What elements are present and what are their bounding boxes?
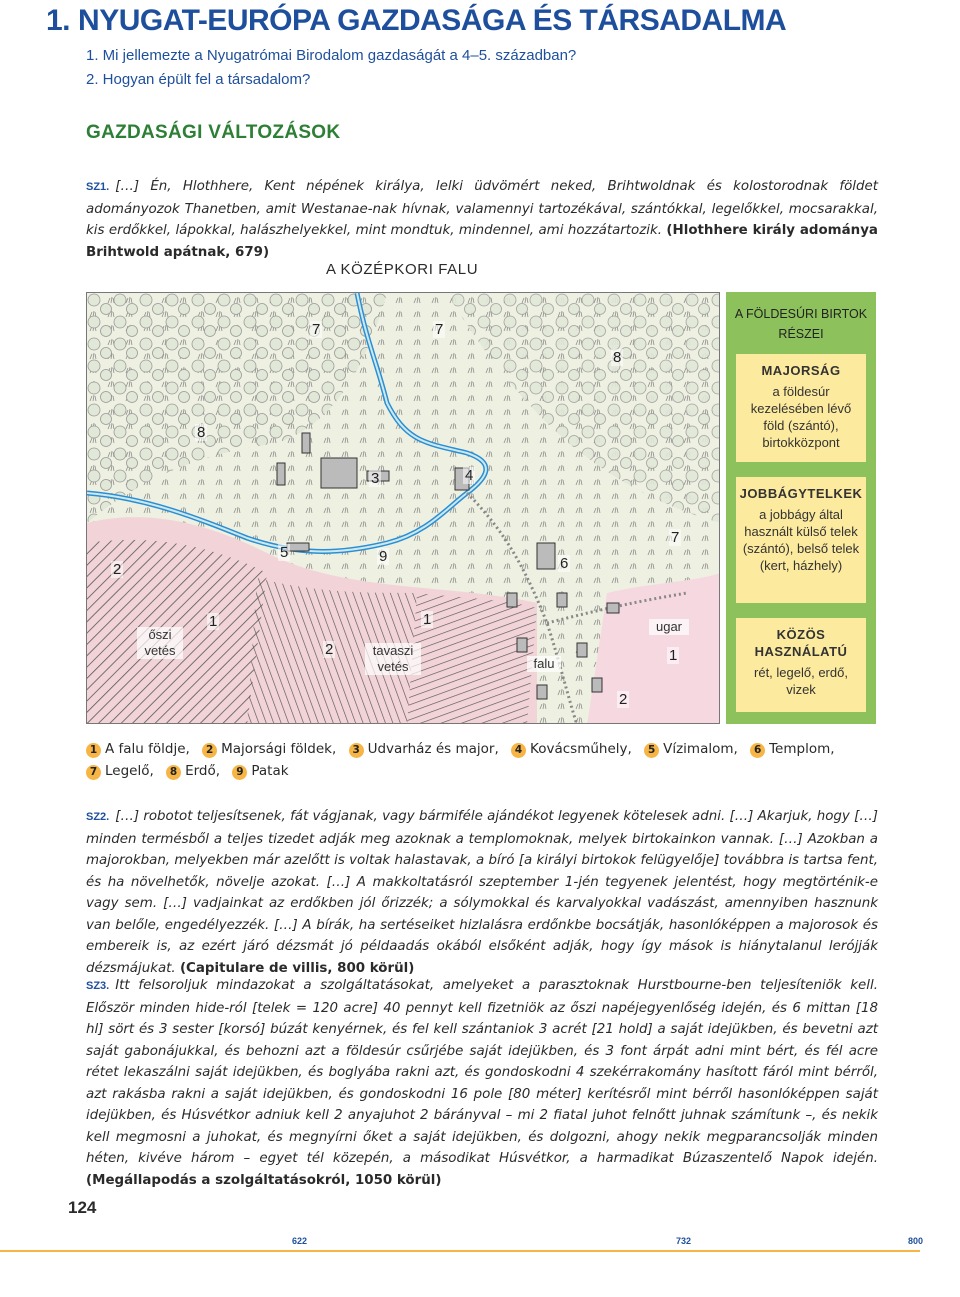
source-text: […] Én, Hlothhere, Kent népének királya, lelki üdvömért neked, Brihtwoldnak és kolostorodnak földet adományozok Thanetben, amit Westanae-nak hívnak, valamennyi tartozékával, szántókkal, legelőkkel, mocsarakkal, kis erdőkkel, lápokkal, halászhelyekkel, mint mondtuk, mindennel, ami hozzátartozik. — [86, 179, 878, 238]
map-number: 5 — [280, 544, 289, 561]
map-number: 7 — [312, 321, 321, 338]
timeline — [0, 1236, 924, 1252]
source-3 — [86, 975, 878, 1191]
legend-item: 7 Legelő, — [86, 760, 154, 782]
map-number: 1 — [669, 647, 678, 664]
timeline-year: 800 — [908, 1236, 924, 1246]
box-heading: JOBBÁGYTELKEK — [739, 486, 863, 501]
source-label: SZ2. — [86, 811, 110, 823]
section-title: GAZDASÁGI VÁLTOZÁSOK — [86, 122, 341, 143]
source-reference: (Hlothhere király adománya Brihtwold apátnak, 679) — [86, 223, 878, 260]
page-number: 124 — [68, 1198, 97, 1217]
panel-box-common — [736, 618, 866, 712]
timeline-year: 732 — [676, 1236, 692, 1246]
map-legend — [86, 738, 843, 782]
village-map — [86, 292, 720, 724]
box-heading: MAJORSÁG — [761, 363, 841, 378]
source-label: SZ1. — [86, 181, 110, 193]
source-2 — [86, 806, 878, 979]
source-label: SZ3. — [86, 980, 110, 992]
legend-item: 6 Templom, — [750, 738, 834, 760]
legend-item: 2 Majorsági földek, — [202, 738, 336, 760]
map-label-autumn-sowing: őszi vetés — [137, 627, 183, 659]
legend-item: 5 Vízimalom, — [644, 738, 738, 760]
chapter-title — [46, 4, 786, 38]
map-label-spring-sowing: tavaszi vetés — [365, 643, 421, 675]
map-number: 2 — [325, 641, 334, 658]
chapter-number: 1. — [46, 4, 71, 37]
legend-item: 9 Patak — [232, 760, 288, 782]
chapter-title-text: NYUGAT-EURÓPA GAZDASÁGA ÉS TÁRSADALMA — [78, 4, 787, 37]
source-reference: (Megállapodás a szolgáltatásokról, 1050 körül) — [86, 1172, 442, 1188]
legend-item: 4 Kovácsműhely, — [511, 738, 632, 760]
box-body: rét, legelő, erdő, vizek — [754, 665, 848, 697]
map-title: A KÖZÉPKORI FALU — [326, 261, 479, 278]
map-number: 9 — [379, 548, 388, 565]
panel-box-serf-plots — [736, 477, 866, 603]
question: 1. Mi jellemezte a Nyugatrómai Birodalom gazdaságát a 4–5. században? — [86, 47, 577, 64]
box-body: a jobbágy által használt külső telek (szántó), belső telek (kert, házhely) — [742, 507, 860, 573]
timeline-year: 622 — [292, 1236, 308, 1246]
question: 2. Hogyan épült fel a társadalom? — [86, 71, 311, 88]
box-body: a földesúr kezelésében lévő föld (szántó), birtokközpont — [750, 384, 852, 450]
map-label-fallow: ugar — [649, 619, 689, 635]
map-number: 3 — [371, 470, 380, 487]
panel-title: A FÖLDESÚRI BIRTOK RÉSZEI — [734, 307, 868, 341]
source-reference: (Capitulare de villis, 800 körül) — [179, 960, 415, 976]
source-1 — [86, 176, 878, 263]
map-number: 4 — [465, 467, 474, 484]
source-text: […] robotot teljesítsenek, fát vágjanak, vagy bármiféle ajándékot legyenek kötelesek adni. […] Akarjuk, hogy […] minden termésből a teljes tizedet adják meg azoknak a templomoknak, melyek birtokainkon vannak. […] Azokban a majorokban, melyekben már azelőtt is voltak halastavak, a bíró [a királyi birtokok felügyelője] továbbra is tartsa fent, és ha növelhetők, növelje azokat. […] A makkoltatásról szeptember 1-jén tegyenek jelentést, hogy megtörténik-e vagy sem. […] vadjainkat az erdőkben jól őrizzék; a sólymokkal és karvalyokkal vadászást, amennyiben hasznunk van belőle, engedélyezzék. […] A bírák, ha sertéseiket hizlalásra erdőnkbe bocsátják, hasonlóképpen a majorosok és embereik is, az ezért járó dézsmát jó példaadás okából elsőként adják, hogy így mások is hiánytalanul lerójják dézsmájukat. — [86, 809, 878, 976]
panel-box-demesne — [736, 354, 866, 462]
legend-item: 3 Udvarház és major, — [349, 738, 499, 760]
map-number: 8 — [613, 349, 622, 366]
map-number: 7 — [435, 321, 444, 338]
map-number: 7 — [671, 529, 680, 546]
map-number: 1 — [423, 611, 432, 628]
map-label-village: falu — [527, 656, 561, 672]
map-number: 8 — [197, 424, 206, 441]
guiding-questions — [86, 44, 576, 92]
map-number: 6 — [560, 555, 569, 572]
map-number: 1 — [209, 613, 218, 630]
map-number: 2 — [113, 561, 122, 578]
map-number: 2 — [619, 691, 628, 708]
estate-parts-panel — [726, 292, 876, 724]
source-text: Itt felsoroljuk mindazokat a szolgáltatásokat, amelyeket a parasztoknak Hurstbourne-ben teljesíteniök kell. Először minden hide-ról [telek = 120 acre] 40 pennyt kell fizetniök az őszi napéjegyenlőség idején, és 6 mittan [18 hl] sört és 3 sester [korsó] búzát kenyérnek, és fel kell szántaniok 3 acrét [21 hold] a saját idejükben, és bevetni azt saját gabonájukkal, és behozni azt a földesúr csűrjébe saját idejükben, és 3 font árpát adni mint bért, és fél acre rétet lekaszálni saját idejükben, és boglyába rakni azt, és gondoskodni 4 szekérrakomány hasított fáról mint bérről, azt rakásba rakni a saját idejükben, és gondoskodni 16 pole [80 méter] kerítésről mint bérről hasonlóképpen saját idejükben, és Húsvétkor adniuk kell 2 anyajuhot 2 bárányval – mi 2 fiatal juhot felnőtt juhnak számítunk –, és nekik kell megmosni a juhokat, és megnyírni őket a saját idejükben, és dolgozni, ahogy nekik megparancsolják minden héten, kivéve három – egyet tél közepén, a másodikat Húsvétkor, a harmadikat Búzaszentelő Napok idején. — [86, 978, 878, 1166]
box-heading: KÖZÖS HASZNÁLATÚ — [754, 627, 848, 659]
legend-item: 8 Erdő, — [166, 760, 220, 782]
legend-item: 1 A falu földje, — [86, 738, 190, 760]
